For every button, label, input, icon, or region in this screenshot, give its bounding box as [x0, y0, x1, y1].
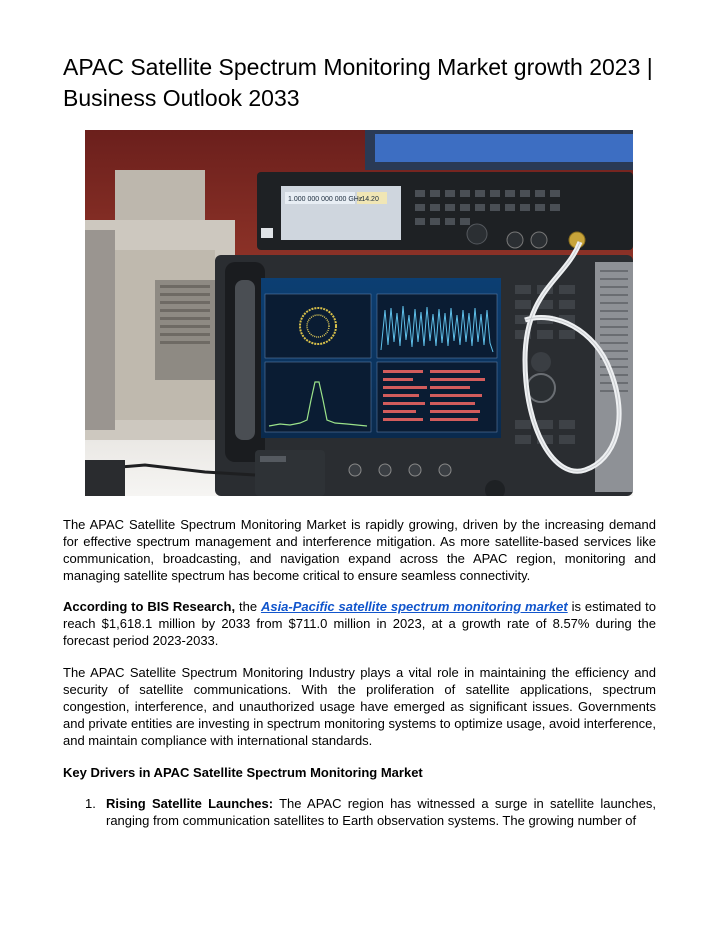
spectrum-analyzer-photo — [85, 130, 633, 496]
page-title: APAC Satellite Spectrum Monitoring Market growth 2023 | Business Outlook 2033 — [63, 54, 653, 111]
bis-research-paragraph — [63, 598, 656, 649]
section-heading: Key Drivers in APAC Satellite Spectrum Monitoring Market — [63, 765, 423, 780]
list-item-body: The APAC region has witnessed a surge in satellite launches, ranging from communication satellites to Earth observation systems. The growing number of — [106, 796, 656, 828]
list-item-title: Rising Satellite Launches: — [106, 796, 274, 811]
screen-frequency-readout: 1.000 000 000 000 GHz — [288, 196, 363, 203]
intro-paragraph: The APAC Satellite Spectrum Monitoring Market is rapidly growing, driven by the increasing demand for effective spectrum management and interference mitigation. As more satellite-based services like communication, broadcasting, and navigation expand across the APAC region, monitoring and managing satellite spectrum has become critical to ensure seamless connectivity. — [63, 517, 656, 583]
pre-link-text: the — [235, 599, 261, 614]
screen-level-readout: -14.20 — [359, 196, 379, 203]
market-estimate-text: is estimated to reach $1,618.1 million by 2033 from $711.0 million in 2023, at a growth rate of 8.57% during the forecast period 2023-2033. — [63, 599, 656, 648]
list-item-text — [106, 795, 656, 829]
market-report-link[interactable]: Asia-Pacific satellite spectrum monitoring market — [260, 599, 568, 614]
list-item-number: 1. — [85, 796, 96, 811]
industry-paragraph: The APAC Satellite Spectrum Monitoring Industry plays a vital role in maintaining the efficiency and security of satellite communications. With the proliferation of satellite applications, spectrum congestion, interference, and unauthorized usage have emerged as significant issues. Governments and private entities are investing in spectrum monitoring systems to optimize usage, avoid interference, and maintain compliance with international standards. — [63, 665, 656, 748]
bis-research-lead: According to BIS Research, — [63, 599, 236, 614]
